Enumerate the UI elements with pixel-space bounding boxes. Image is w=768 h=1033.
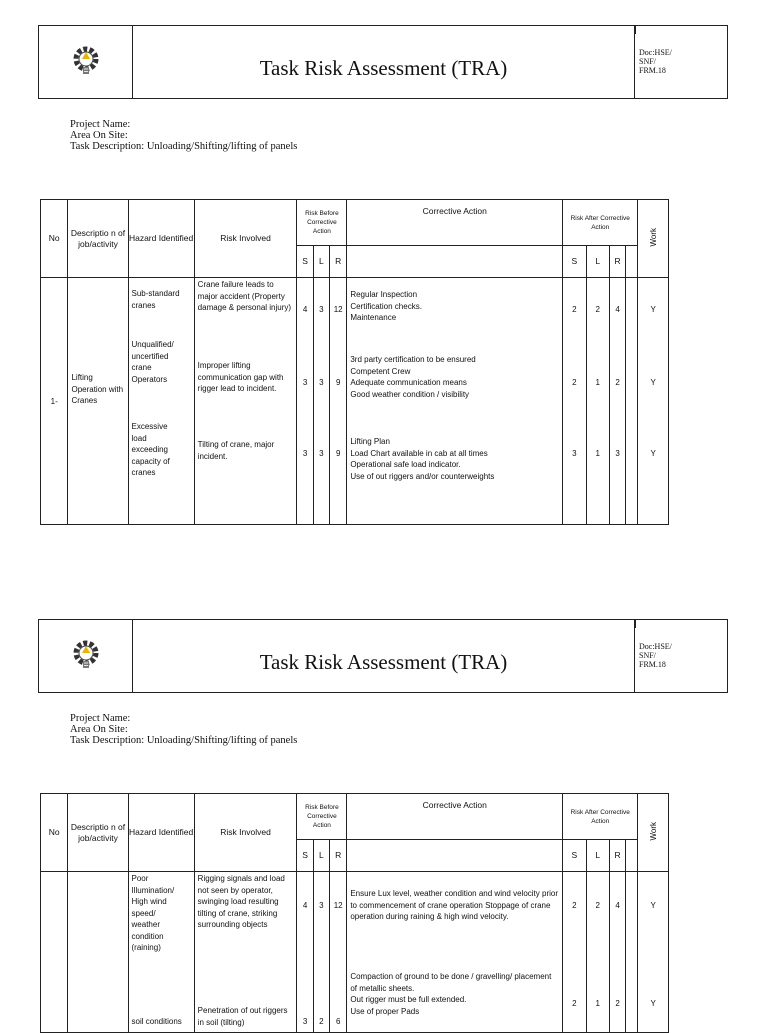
col-risk: Risk Involved bbox=[194, 200, 297, 278]
col-risk-before: Risk Before Corrective Action bbox=[297, 794, 347, 840]
table-row bbox=[41, 278, 669, 525]
col-before-r: R bbox=[330, 840, 347, 872]
col-before-r: R bbox=[330, 246, 347, 278]
corrective-action-1: Regular Inspection Certification checks. Maintenance bbox=[350, 290, 422, 322]
col-work: Work bbox=[638, 200, 669, 278]
risk-table-2 bbox=[40, 793, 669, 1033]
col-after-r: R bbox=[609, 246, 625, 278]
col-after-blank bbox=[626, 246, 638, 278]
hazard-2: Unqualified/ uncertified crane Operators bbox=[131, 340, 174, 384]
after-r-2: 2 bbox=[615, 378, 620, 387]
company-logo-2 bbox=[39, 620, 133, 692]
before-l-2: 3 bbox=[319, 378, 324, 387]
task-description-2: Task Description: Unloading/Shifting/lifting of panels bbox=[70, 735, 298, 746]
risk-4: Rigging signals and load not seen by operator, swinging load resulting tilting of crane, striking surrounding objects bbox=[197, 874, 285, 929]
col-after-s: S bbox=[563, 246, 586, 278]
hazard-4: Poor Illumination/ High wind speed/ weather condition (raining) bbox=[131, 874, 175, 952]
doc-reference-2: Doc:HSE/ SNF/ FRM.18 bbox=[634, 620, 727, 692]
after-s-4: 2 bbox=[572, 901, 577, 910]
after-l-5: 1 bbox=[595, 999, 600, 1008]
task-description: Task Description: Unloading/Shifting/lifting of panels bbox=[70, 141, 298, 152]
before-r-2: 9 bbox=[335, 378, 341, 387]
project-name-2: Project Name: bbox=[70, 713, 131, 724]
col-hazard: Hazard Identified bbox=[128, 794, 194, 872]
col-corrective-action: Corrective Action bbox=[347, 794, 563, 840]
risk-3: Tilting of crane, major incident. bbox=[197, 440, 275, 461]
work-2: Y bbox=[650, 378, 656, 387]
col-risk-after: Risk After Corrective Action bbox=[563, 794, 638, 840]
work-1: Y bbox=[650, 305, 656, 314]
job-description: Lifting Operation with Cranes bbox=[71, 373, 124, 405]
row-number: 1- bbox=[50, 397, 58, 406]
risk-1: Crane failure leads to major accident (Property damage & personal injury) bbox=[197, 280, 292, 312]
corrective-action-4: Ensure Lux level, weather condition and wind velocity prior to commencement of crane operation Stoppage of crane operation during raining & high wind velocity. bbox=[350, 889, 558, 921]
col-after-r: R bbox=[609, 840, 625, 872]
doc-title-2: Task Risk Assessment (TRA) bbox=[259, 650, 508, 674]
col-before-s: S bbox=[297, 246, 313, 278]
col-action-sub bbox=[347, 246, 563, 278]
col-after-l: L bbox=[586, 246, 609, 278]
col-description: Descriptio n of job/activity bbox=[68, 200, 128, 278]
col-before-l: L bbox=[313, 246, 329, 278]
col-corrective-action: Corrective Action bbox=[347, 200, 563, 246]
col-action-sub bbox=[347, 840, 563, 872]
before-s-4: 4 bbox=[302, 901, 308, 910]
company-logo bbox=[39, 26, 133, 98]
after-l-4: 2 bbox=[595, 901, 600, 910]
area-on-site: Area On Site: bbox=[70, 130, 128, 141]
before-l-1: 3 bbox=[319, 305, 324, 314]
col-before-l: L bbox=[313, 840, 329, 872]
col-work: Work bbox=[638, 794, 669, 872]
after-l-3: 1 bbox=[595, 449, 600, 458]
hazard-3: Excessive load exceeding capacity of cranes bbox=[131, 422, 170, 477]
col-hazard: Hazard Identified bbox=[128, 200, 194, 278]
col-no: No bbox=[41, 794, 68, 872]
task-info bbox=[70, 119, 297, 152]
doc-header bbox=[38, 25, 728, 99]
hazard-1: Sub-standard cranes bbox=[131, 289, 180, 310]
after-s-1: 2 bbox=[572, 305, 577, 314]
col-after-l: L bbox=[586, 840, 609, 872]
risk-table-1 bbox=[40, 199, 669, 525]
doc-title: Task Risk Assessment (TRA) bbox=[259, 56, 508, 80]
col-risk: Risk Involved bbox=[194, 794, 297, 872]
project-name: Project Name: bbox=[70, 119, 131, 130]
after-r-5: 2 bbox=[615, 999, 620, 1008]
hazard-5: soil conditions bbox=[131, 1017, 182, 1026]
corrective-action-5: Compaction of ground to be done / gravelling/ placement of metallic sheets. Out rigger must be full extended. Use of proper Pads bbox=[350, 972, 552, 1016]
before-s-3: 3 bbox=[302, 449, 308, 458]
before-s-2: 3 bbox=[302, 378, 308, 387]
corrective-action-3: Lifting Plan Load Chart available in cab at all times Operational safe load indicator. Use of out riggers and/or counterweights bbox=[350, 437, 495, 481]
col-no: No bbox=[41, 200, 68, 278]
col-risk-before: Risk Before Corrective Action bbox=[297, 200, 347, 246]
work-5: Y bbox=[650, 999, 656, 1008]
before-s-5: 3 bbox=[302, 1017, 308, 1026]
after-r-1: 4 bbox=[615, 305, 620, 314]
before-r-4: 12 bbox=[333, 901, 343, 910]
before-r-1: 12 bbox=[333, 305, 343, 314]
col-after-blank bbox=[626, 840, 638, 872]
task-info-2 bbox=[70, 713, 297, 746]
before-r-5: 6 bbox=[335, 1017, 341, 1026]
doc-header-2 bbox=[38, 619, 728, 693]
after-r-3: 3 bbox=[615, 449, 620, 458]
gear-bulb-icon bbox=[69, 45, 103, 79]
table-row bbox=[41, 872, 669, 1033]
risk-2: Improper lifting communication gap with rigger lead to incident. bbox=[197, 361, 284, 393]
after-s-2: 2 bbox=[572, 378, 577, 387]
before-l-4: 3 bbox=[319, 901, 324, 910]
work-4: Y bbox=[650, 901, 656, 910]
after-l-2: 1 bbox=[595, 378, 600, 387]
col-description: Descriptio n of job/activity bbox=[68, 794, 128, 872]
col-before-s: S bbox=[297, 840, 313, 872]
before-l-3: 3 bbox=[319, 449, 324, 458]
work-3: Y bbox=[650, 449, 656, 458]
doc-reference: Doc:HSE/ SNF/ FRM.18 bbox=[634, 26, 727, 98]
after-r-4: 4 bbox=[615, 901, 620, 910]
col-after-s: S bbox=[563, 840, 586, 872]
after-s-5: 2 bbox=[572, 999, 577, 1008]
corrective-action-2: 3rd party certification to be ensured Competent Crew Adequate communication means Good weather condition / visibility bbox=[350, 355, 476, 399]
before-l-5: 2 bbox=[319, 1017, 324, 1026]
before-r-3: 9 bbox=[335, 449, 341, 458]
after-s-3: 3 bbox=[572, 449, 577, 458]
after-l-1: 2 bbox=[595, 305, 600, 314]
area-on-site-2: Area On Site: bbox=[70, 724, 128, 735]
gear-bulb-icon bbox=[69, 639, 103, 673]
col-risk-after: Risk After Corrective Action bbox=[563, 200, 638, 246]
before-s-1: 4 bbox=[302, 305, 308, 314]
risk-5: Penetration of out riggers in soil (tilting) bbox=[197, 1006, 288, 1027]
